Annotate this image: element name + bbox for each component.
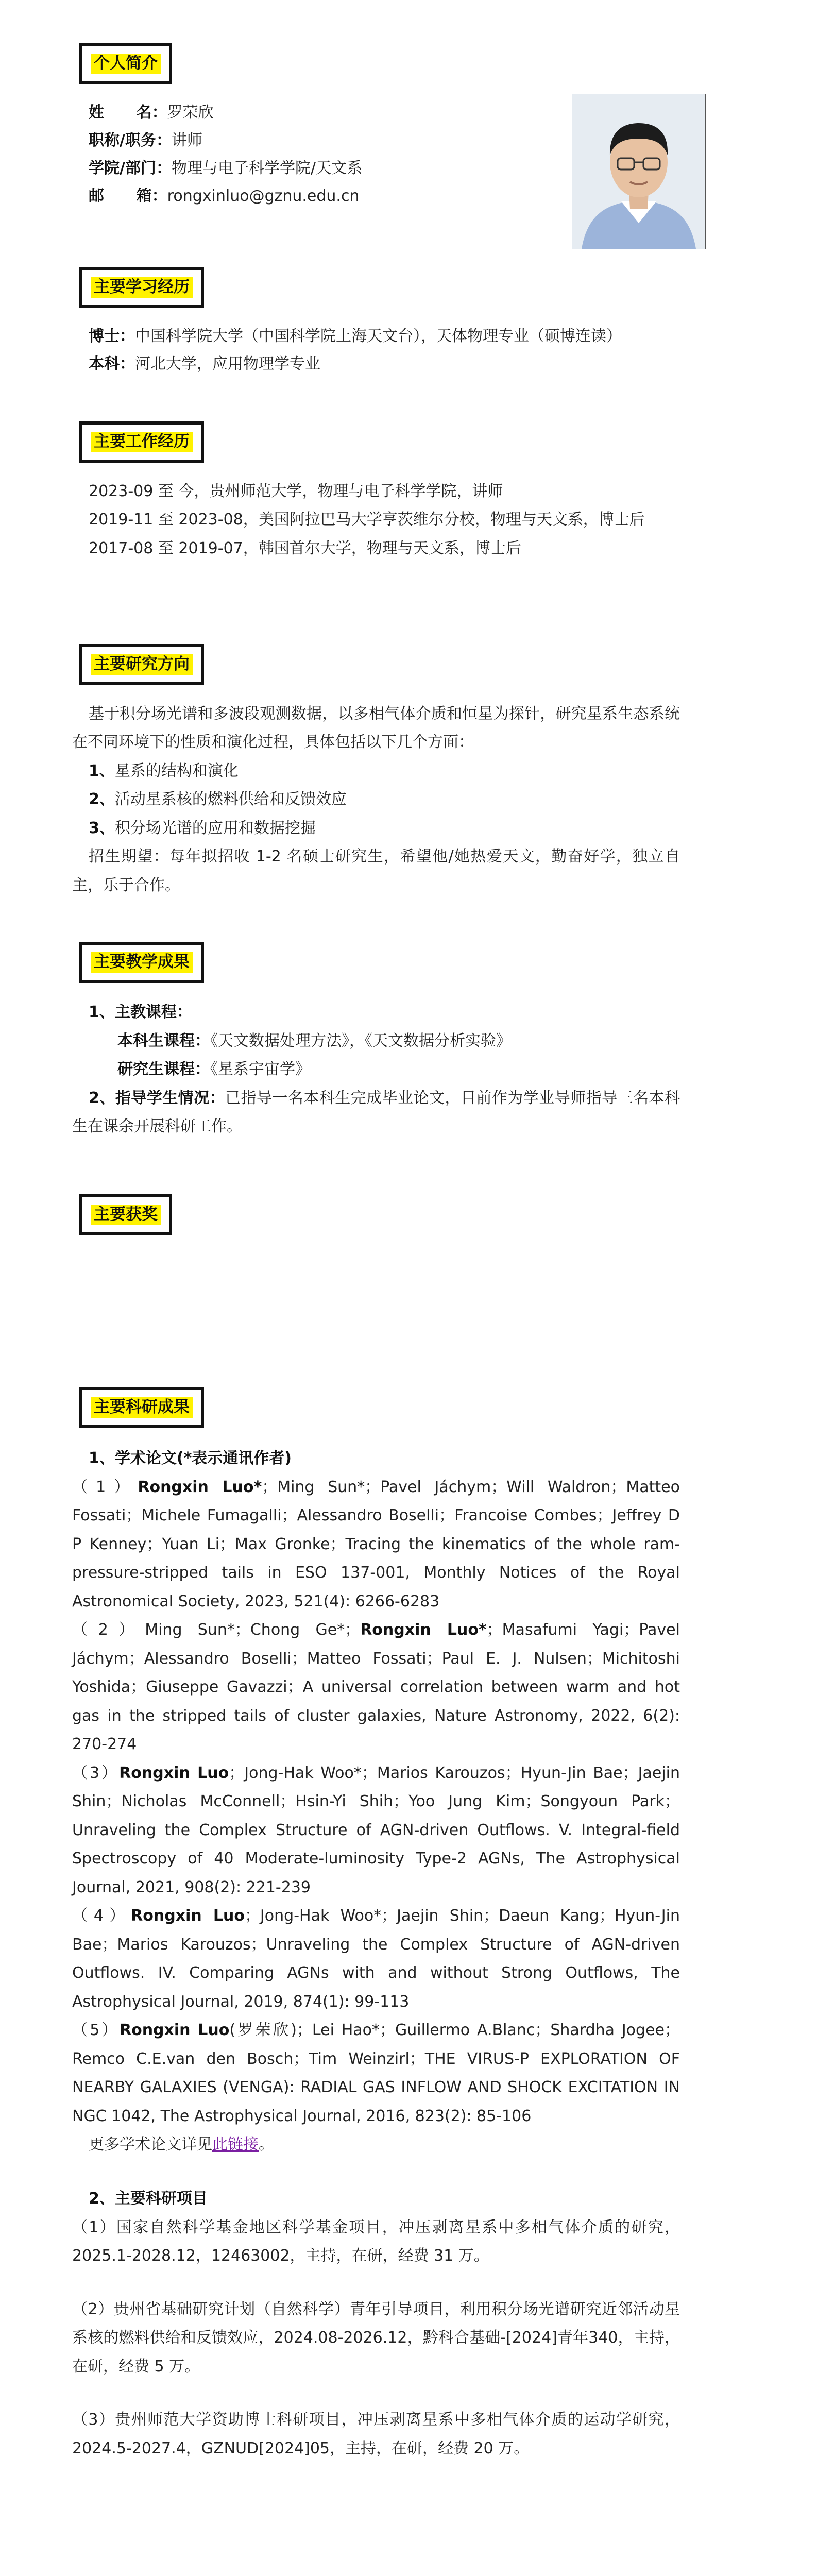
research-item: 3、积分场光谱的应用和数据挖掘: [89, 819, 316, 837]
education-section: [72, 267, 680, 378]
person-photo-icon: [572, 94, 705, 249]
work-item: 2017-08 至 2019-07，韩国首尔大学，物理与天文系，博士后: [89, 539, 521, 557]
research-section: [72, 644, 680, 900]
undergrad-courses: 本科生课程：《天文数据处理方法》，《天文数据分析实验》: [117, 1031, 512, 1050]
profile-dept-row: 学院/部门：物理与电子科学学院/天文系: [89, 159, 363, 177]
student-guidance: 2、指导学生情况：已指导一名本科生完成毕业论文，目前作为学业导师指导三名本科生在课余开展科研工作。: [72, 1089, 680, 1136]
paper-item: （2）Ming Sun*；Chong Ge*；Rongxin Luo*；Masafumi Yagi；Pavel Jáchym；Alessandro Boselli；Matteo Fossati；Paul E. J. Nulsen；Michitoshi Yoshida；Giuseppe Gavazzi；A universal correlation between warm and hot gas in the stripped tails of cluster galaxies, Nature Astronomy, 2022, 6(2): 270-274: [72, 1621, 680, 1754]
work-item: 2019-11 至 2023-08，美国阿拉巴马大学亨茨维尔分校，物理与天文系，博士后: [89, 511, 645, 529]
teaching-section: [72, 942, 680, 1141]
awards-section: [72, 1194, 680, 1235]
results-section: [72, 1387, 680, 2463]
project-item: （2）贵州省基础研究计划（自然科学）青年引导项目，利用积分场光谱研究近邻活动星系核的燃料供给和反馈效应，2024.08-2026.12，黔科合基础-[2024]青年340，主持，在研，经费 5 万。: [72, 2300, 680, 2376]
project-item: （3）贵州师范大学资助博士科研项目，冲压剥离星系中多相气体介质的运动学研究，2024.5-2027.4，GZNUD[2024]05，主持，在研，经费 20 万。: [72, 2411, 680, 2458]
more-papers-line: 更多学术论文详见此链接。: [89, 2136, 274, 2154]
more-papers-link[interactable]: 此链接: [212, 2136, 259, 2154]
section-title-results: 主要科研成果: [79, 1387, 204, 1428]
paper-item: （1）Rongxin Luo*；Ming Sun*；Pavel Jáchym；Will Waldron；Matteo Fossati；Michele Fumagalli；Alessandro Boselli；Francoise Combes；Jeffrey D P Kenney；Yuan Li；Max Gronke；Tracing the kinematics of the whole ram-pressure-stripped tails in ESO 137-001, Monthly Notices of the Royal Astronomical Society, 2023, 521(4): 6266-6283: [72, 1478, 680, 1611]
papers-heading: 1、学术论文(*表示通讯作者): [89, 1449, 292, 1467]
section-title-awards: 主要获奖: [79, 1194, 172, 1235]
email-value: rongxinluo@gznu.edu.cn: [167, 187, 360, 205]
paper-item: （3）Rongxin Luo；Jong-Hak Woo*；Marios Karouzos；Hyun-Jin Bae；Jaejin Shin；Nicholas McConnell；Hsin-Yi Shih；Yoo Jung Kim；Songyoun Park；Unraveling the Complex Structure of AGN-driven Outflows. V. Integral-field Spectroscopy of 40 Moderate-luminosity Type-2 AGNs, The Astrophysical Journal, 2021, 908(2): 221-239: [72, 1764, 680, 1896]
paper-item: （4）Rongxin Luo；Jong-Hak Woo*；Jaejin Shin；Daeun Kang；Hyun-Jin Bae；Marios Karouzos；Unraveling the Complex Structure of AGN-driven Outflows. IV. Comparing AGNs with and without Strong Outflows, The Astrophysical Journal, 2019, 874(1): 99-113: [72, 1907, 680, 2011]
paper-item: （5）Rongxin Luo(罗荣欣)；Lei Hao*；Guillermo A.Blanc；Shardha Jogee；Remco C.E.van den Bosch；Tim Weinzirl；THE VIRUS-P EXPLORATION OF NEARBY GALAXIES (VENGA): RADIAL GAS INFLOW AND SHOCK EXCITATION IN NGC 1042, The Astrophysical Journal, 2016, 823(2): 85-106: [72, 2021, 680, 2125]
profile-name-row: 姓 名：罗荣欣: [89, 103, 214, 122]
research-item: 1、星系的结构和演化: [89, 761, 239, 780]
work-item: 2023-09 至 今，贵州师范大学，物理与电子科学学院，讲师: [89, 482, 503, 500]
avatar: [572, 94, 706, 249]
recruit-text: 招生期望：每年拟招收 1-2 名硕士研究生，希望他/她热爱天文，勤奋好学，独立自主，乐于合作。: [72, 848, 680, 894]
research-item: 2、活动星系核的燃料供给和反馈效应: [89, 790, 347, 809]
research-intro: 基于积分场光谱和多波段观测数据，以多相气体介质和恒星为探针，研究星系生态系统在不同环境下的性质和演化过程，具体包括以下几个方面：: [72, 704, 680, 752]
section-title-education: 主要学习经历: [79, 267, 204, 308]
grad-courses: 研究生课程：《星系宇宙学》: [117, 1060, 311, 1079]
projects-heading: 2、主要科研项目: [89, 2189, 208, 2208]
course-heading: 1、主教课程：: [89, 1003, 192, 1021]
section-title-research: 主要研究方向: [79, 644, 204, 685]
profile-title-row: 职称/职务：讲师: [89, 131, 202, 149]
work-section: [72, 421, 680, 563]
section-title-profile: 个人简介: [79, 43, 172, 84]
education-phd-row: 博士：中国科学院大学（中国科学院上海天文台），天体物理专业（硕博连读）: [89, 327, 622, 345]
education-bachelor-row: 本科：河北大学，应用物理学专业: [89, 354, 320, 373]
profile-email-row: 邮 箱：rongxinluo@gznu.edu.cn: [89, 187, 360, 205]
section-title-work: 主要工作经历: [79, 421, 204, 463]
project-item: （1）国家自然科学基金地区科学基金项目，冲压剥离星系中多相气体介质的研究，2025.1-2028.12，12463002，主持，在研，经费 31 万。: [72, 2218, 680, 2265]
section-title-teaching: 主要教学成果: [79, 942, 204, 983]
